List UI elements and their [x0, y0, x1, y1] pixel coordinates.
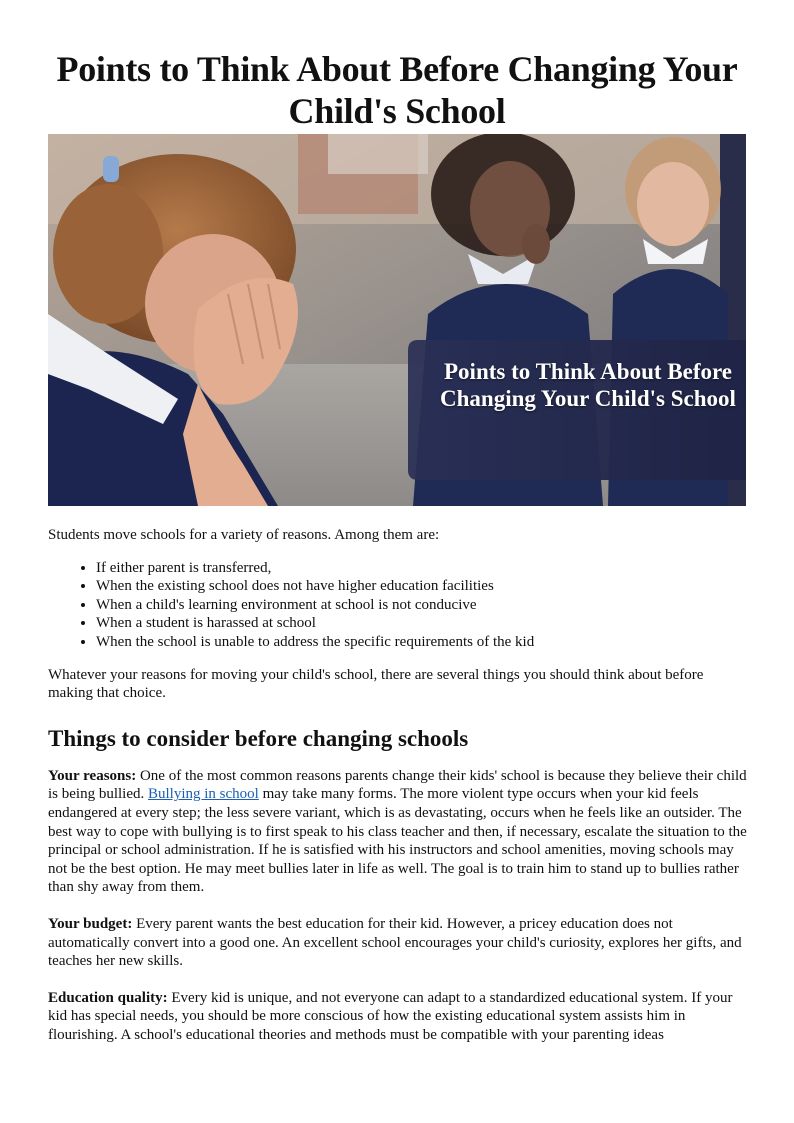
- list-item: • If either parent is transferred,: [96, 559, 748, 578]
- reasons-paragraph: [48, 767, 748, 897]
- list-item: • When a student is harassed at school: [96, 614, 748, 633]
- reasons-text-before: One of the most common reasons parents change their kids' school is because they believe their child is being bullied.: [48, 767, 747, 803]
- bullying-in-school-link[interactable]: Bullying in school: [148, 786, 259, 803]
- section-heading: Things to consider before changing schools: [48, 725, 469, 751]
- page-title: Points to Think About Before Changing Your Child's School: [56, 49, 738, 131]
- quality-label: Education quality:: [48, 989, 168, 1006]
- hero-image: [48, 134, 746, 506]
- list-item: • When a child's learning environment at school is not conducive: [96, 596, 748, 615]
- article-body: [48, 526, 748, 1062]
- list-item: • When the existing school does not have higher education facilities: [96, 577, 748, 596]
- reasons-list: [48, 559, 748, 652]
- hero-caption: Points to Think About Before Changing Your Child's School: [440, 359, 736, 411]
- budget-label: Your budget:: [48, 915, 133, 932]
- budget-paragraph: [48, 915, 748, 971]
- intro-paragraph: Students move schools for a variety of reasons. Among them are:: [48, 527, 440, 543]
- list-item: • When the school is unable to address the specific requirements of the kid: [96, 633, 748, 652]
- reasons-text-after: may take many forms. The more violent type occurs when your kid feels endangered at every step; the less severe variant, which is as devastating, occurs when he feels like an outsider. The best way to cope with bullying is to first speak to his class teacher and then, if necessary, escalate the situation to the principal or school administration. If he is satisfied with his instructors and school amenities, moving schools may not be the best option. He may meet bullies later in life as well. The goal is to train him to stand up to bullies rather than shy away from them.: [48, 786, 747, 896]
- quality-paragraph: [48, 989, 748, 1045]
- summary-paragraph: Whatever your reasons for moving your child's school, there are several things you should think about before making that choice.: [48, 666, 704, 702]
- quality-text: Every kid is unique, and not everyone can adapt to a standardized educational system. If your kid has special needs, you should be more conscious of how the existing educational system assists him in flourishing. A school's educational theories and methods must be compatible with your parenting ideas: [48, 989, 733, 1043]
- hero-illustration: [48, 134, 746, 506]
- reasons-label: Your reasons:: [48, 767, 137, 784]
- budget-text: Every parent wants the best education for their kid. However, a pricey education does not automatically convert into a good one. An excellent school encourages your child's curiosity, explores her gifts, and teaches her new skills.: [48, 915, 742, 970]
